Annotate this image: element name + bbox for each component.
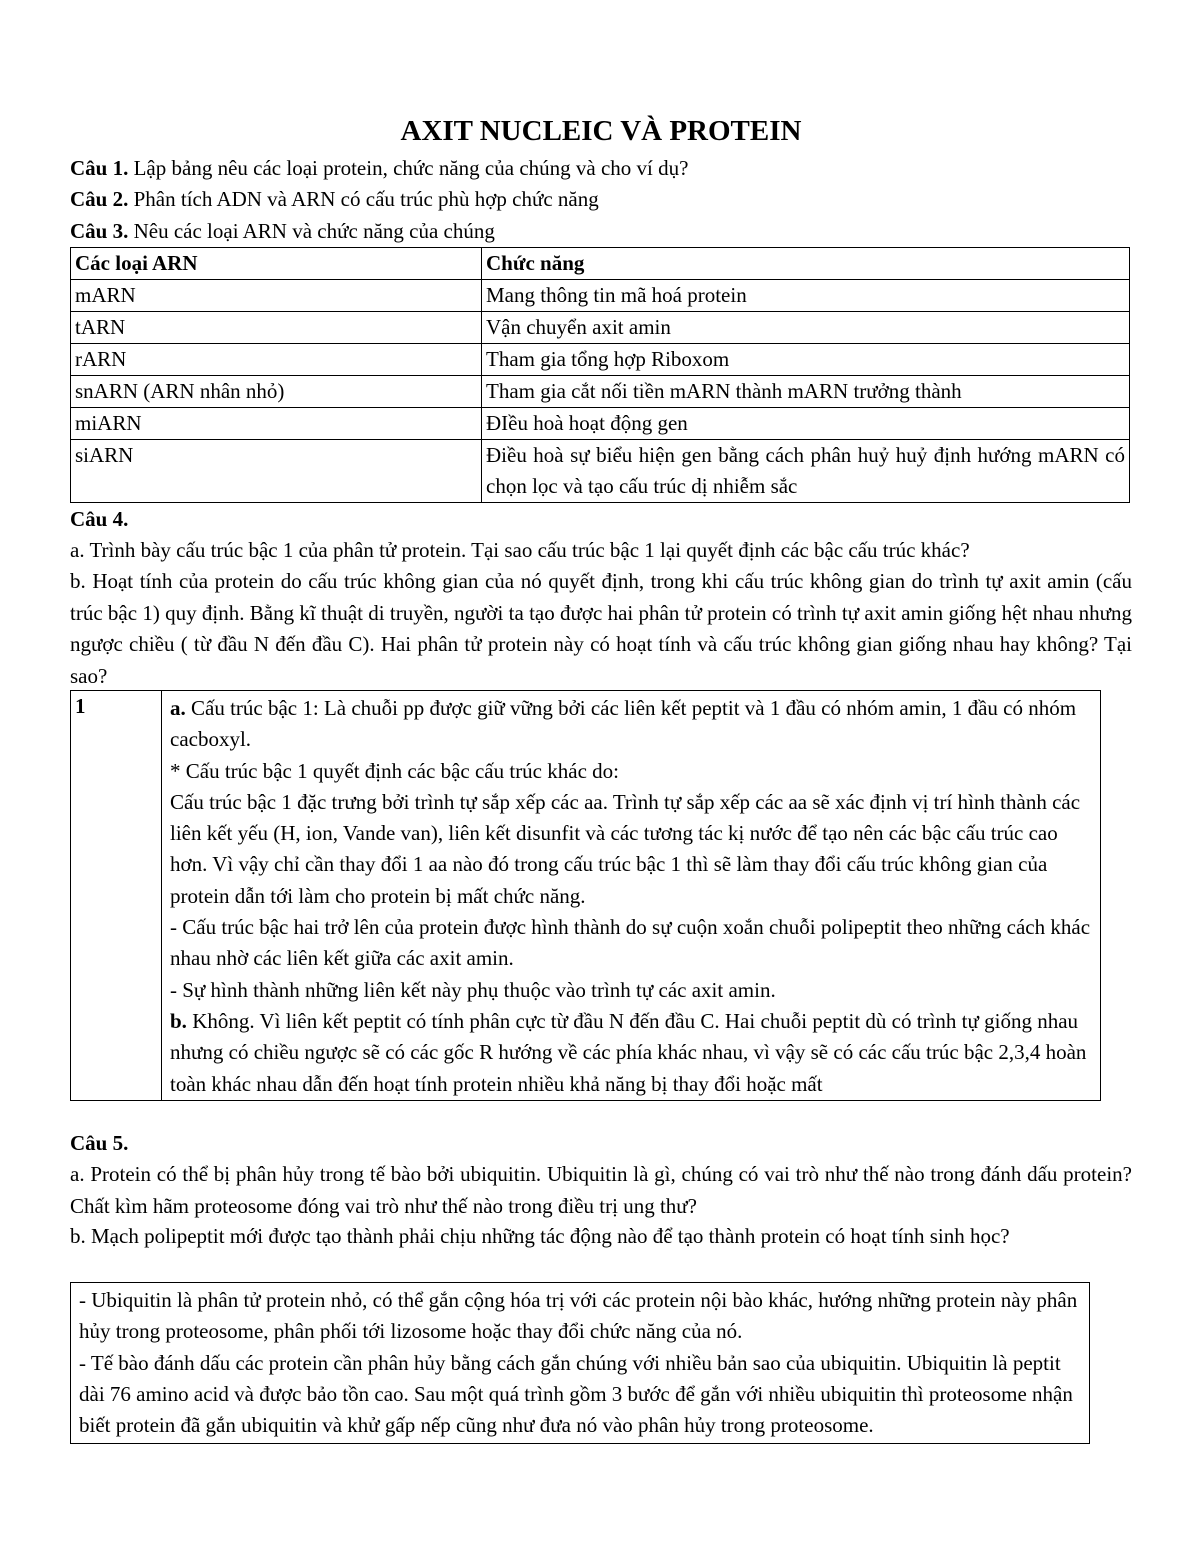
table-cell: rARN [71, 344, 482, 376]
question-3-label: Câu 3. [70, 219, 129, 243]
question-5a: a. Protein có thể bị phân hủy trong tế bào bởi ubiquitin. Ubiquitin là gì, chúng có vai trò như thế nào trong đánh dấu protein? Chất kìm hãm proteosome đóng vai trò như thế nào trong điều trị ung thư? [70, 1162, 1132, 1218]
question-4b: b. Hoạt tính của protein do cấu trúc không gian của nó quyết định, trong khi cấu trúc không gian do trình tự axit amin (cấu trúc bậc 1) quy định. Bằng kĩ thuật di truyền, người ta tạo được hai phân tử protein có trình tự axit amin giống hệt nhau nhưng ngược chiều ( từ đầu N đến đầu C). Hai phân tử protein này có hoạt tính và cấu trúc không gian giống nhau hay không? Tại sao? [70, 569, 1132, 688]
answer-4b: b. Không. Vì liên kết peptit có tính phân cực từ đầu N đến đầu C. Hai chuỗi peptit dù có trình tự giống nhau nhưng có chiều ngược sẽ có các gốc R hướng về các phía khác nhau, vì vậy sẽ có các cấu trúc bậc 2,3,4 hoàn toàn khác nhau dẫn đến hoạt tính protein nhiều khả năng bị thay đổi hoặc mất [170, 1008, 1087, 1096]
table-cell: tARN [71, 312, 482, 344]
question-1-label: Câu 1. [70, 156, 129, 180]
table-row [71, 312, 1130, 344]
table-row [71, 408, 1130, 440]
table-row [71, 440, 1130, 503]
table-cell: Vận chuyển axit amin [482, 312, 1130, 344]
table-row [71, 280, 1130, 312]
question-5b: b. Mạch polipeptit mới được tạo thành phải chịu những tác động nào để tạo thành protein có hoạt tính sinh học? [70, 1224, 1010, 1248]
page-title: AXIT NUCLEIC VÀ PROTEIN [400, 115, 802, 147]
answer-5-paragraph: - Tế bào đánh dấu các protein cần phân hủy bằng cách gắn chúng với nhiều bản sao của ubiquitin. Ubiquitin là peptit dài 76 amino acid và được bảo tồn cao. Sau một quá trình gồm 3 bước để gắn với nhiều ubiquitin thì proteosome nhận biết protein đã gắn ubiquitin và khử gấp nếp cũng như đưa nó vào phân hủy trong proteosome. [79, 1350, 1073, 1438]
question-2 [70, 184, 599, 215]
question-4a: a. Trình bày cấu trúc bậc 1 của phân tử protein. Tại sao cấu trúc bậc 1 lại quyết định các bậc cấu trúc khác? [70, 538, 970, 562]
table-cell: miARN [71, 408, 482, 440]
table-cell: ĐIều hoà hoạt động gen [482, 408, 1130, 440]
answer-4-star: * Cấu trúc bậc 1 quyết định các bậc cấu trúc khác do: [170, 758, 619, 783]
answer-number: 1 [71, 691, 162, 1101]
answer-4-paragraph: Cấu trúc bậc 1 đặc trưng bởi trình tự sắp xếp các aa. Trình tự sắp xếp các aa sẽ xác định vị trí hình thành các liên kết yếu (H, ion, Vande van), liên kết disunfit và các tương tác kị nước để tạo nên các bậc cấu trúc cao hơn. Vì vậy chỉ cần thay đổi 1 aa nào đó trong cấu trúc bậc 1 thì sẽ làm thay đổi cấu trúc không gian của protein dẫn tới làm cho protein bị mất chức năng. [170, 789, 1081, 908]
table-cell: snARN (ARN nhân nhỏ) [71, 376, 482, 408]
question-3 [70, 216, 495, 247]
table-cell: mARN [71, 280, 482, 312]
question-2-label: Câu 2. [70, 187, 129, 211]
question-1 [70, 153, 688, 184]
question-3-text: Nêu các loại ARN và chức năng của chúng [128, 219, 495, 243]
table-row [71, 691, 1101, 1101]
question-4-heading: Câu 4. [70, 507, 129, 531]
table-cell: siARN [71, 440, 482, 503]
question-2-text: Phân tích ADN và ARN có cấu trúc phù hợp chức năng [128, 187, 599, 211]
question-1-text: Lập bảng nêu các loại protein, chức năng của chúng và cho ví dụ? [128, 156, 689, 180]
table-row [71, 344, 1130, 376]
table-cell: Điều hoà sự biểu hiện gen bằng cách phân huỷ huỷ định hướng mARN có chọn lọc và tạo cấu trúc dị nhiễm sắc [482, 440, 1130, 503]
answer-5-paragraph: - Ubiquitin là phân tử protein nhỏ, có thể gắn cộng hóa trị với các protein nội bào khác, hướng những protein này phân hủy trong proteosome, phân phối tới lizosome hoặc thay đổi chức năng của nó. [79, 1288, 1078, 1344]
answer-4-paragraph: - Cấu trúc bậc hai trở lên của protein được hình thành do sự cuộn xoắn chuỗi polipeptit theo những cách khác nhau nhờ các liên kết giữa các axit amin. [170, 915, 1091, 971]
table-header-row [71, 248, 1130, 280]
table-header-cell: Chức năng [482, 248, 1130, 280]
table-cell: Mang thông tin mã hoá protein [482, 280, 1130, 312]
table-header-cell: Các loại ARN [71, 248, 482, 280]
table-row [71, 376, 1130, 408]
table-cell: Tham gia cắt nối tiền mARN thành mARN trưởng thành [482, 376, 1130, 408]
answer-4-paragraph: - Sự hình thành những liên kết này phụ thuộc vào trình tự các axit amin. [170, 977, 776, 1002]
answer-5-box [70, 1282, 1090, 1444]
question-5-heading: Câu 5. [70, 1131, 129, 1155]
answer-4-table [70, 690, 1101, 1101]
rna-types-table [70, 247, 1130, 503]
answer-4-content [162, 691, 1101, 1101]
answer-4a: a. Cấu trúc bậc 1: Là chuỗi pp được giữ vững bởi các liên kết peptit và 1 đầu có nhóm amin, 1 đầu có nhóm cacboxyl. [170, 696, 1077, 752]
table-cell: Tham gia tổng hợp Riboxom [482, 344, 1130, 376]
